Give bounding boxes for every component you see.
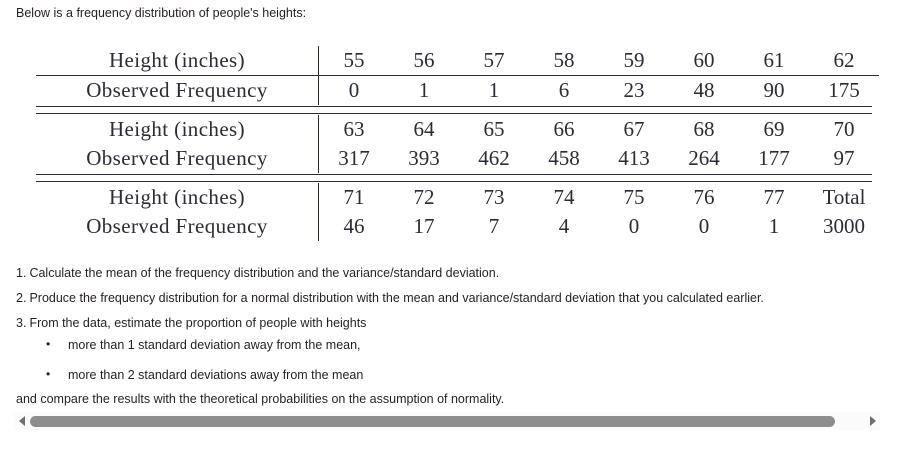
question-item xyxy=(16,316,886,331)
question-number: 2. xyxy=(16,291,27,305)
cell-height: 60 xyxy=(669,46,739,76)
question-text: From the data, estimate the proportion of people with heights xyxy=(29,316,367,330)
cell-frequency: 413 xyxy=(618,146,650,170)
cell-height: 73 xyxy=(483,185,505,209)
table-row xyxy=(36,46,879,76)
intro-text: Below is a frequency distribution of people's heights: xyxy=(16,6,307,20)
cell-frequency: 7 xyxy=(488,214,500,238)
cell-frequency: 90 xyxy=(763,78,785,102)
question-item xyxy=(16,291,886,306)
cell-frequency: 264 xyxy=(688,146,720,170)
cell-total-value: 3000 xyxy=(823,214,865,238)
cell-frequency: 0 xyxy=(698,214,710,238)
table-row xyxy=(36,115,879,144)
cell-frequency: 0 xyxy=(319,76,390,106)
cell-height: 70 xyxy=(833,117,855,141)
table-block-2-grid xyxy=(36,115,879,173)
table-block-2 xyxy=(0,115,880,173)
row-label-frequency: Observed Frequency xyxy=(86,146,268,170)
bullet-list xyxy=(46,338,746,398)
cell-height: 71 xyxy=(319,183,390,212)
cell-height: 67 xyxy=(623,117,645,141)
table-row xyxy=(36,144,879,173)
list-item: • more than 2 standard deviations away from the mean xyxy=(46,368,746,383)
table-block-1 xyxy=(0,46,880,105)
cell-height: 64 xyxy=(413,117,435,141)
cell-height: 66 xyxy=(553,117,575,141)
horizontal-scrollbar[interactable] xyxy=(14,412,880,430)
table-row xyxy=(36,212,879,241)
row-label-frequency: Observed Frequency xyxy=(86,214,268,238)
cell-height: 56 xyxy=(389,46,459,76)
cell-frequency: 6 xyxy=(558,78,570,102)
cell-height: 75 xyxy=(623,185,645,209)
cell-height: 57 xyxy=(459,46,529,76)
cell-frequency: 0 xyxy=(628,214,640,238)
table-block-1-grid xyxy=(36,46,879,105)
cell-height: 63 xyxy=(319,115,390,144)
cell-height: 72 xyxy=(413,185,435,209)
scroll-right-arrow-icon[interactable] xyxy=(864,412,880,430)
cell-height: 65 xyxy=(483,117,505,141)
row-label-height: Height (inches) xyxy=(108,185,246,209)
frequency-distribution-table xyxy=(0,46,880,241)
row-label-frequency: Observed Frequency xyxy=(86,78,268,102)
table-block-separator xyxy=(0,173,880,183)
cell-height: 59 xyxy=(599,46,669,76)
cell-frequency: 177 xyxy=(758,146,790,170)
cell-height: 62 xyxy=(809,46,879,76)
scroll-left-arrow-icon[interactable] xyxy=(14,412,30,430)
cell-total-header: Total xyxy=(822,185,866,209)
cell-frequency: 46 xyxy=(319,212,390,241)
cell-height: 61 xyxy=(739,46,809,76)
table-block-separator xyxy=(0,105,880,115)
cell-height: 74 xyxy=(553,185,575,209)
table-row xyxy=(36,183,879,212)
list-item: • more than 1 standard deviation away from the mean, xyxy=(46,338,746,353)
cell-frequency: 4 xyxy=(558,214,570,238)
cell-frequency: 97 xyxy=(833,146,855,170)
cell-frequency: 462 xyxy=(478,146,510,170)
cell-frequency: 23 xyxy=(623,78,645,102)
cell-frequency: 1 xyxy=(418,78,430,102)
cell-frequency: 1 xyxy=(488,78,500,102)
cell-frequency: 17 xyxy=(413,214,435,238)
row-label-height: Height (inches) xyxy=(36,46,319,76)
question-list xyxy=(16,266,886,341)
cell-frequency: 317 xyxy=(319,144,390,173)
cell-frequency: 175 xyxy=(828,78,860,102)
table-block-3-grid xyxy=(36,183,879,241)
question-number: 1. xyxy=(16,266,27,280)
cell-frequency: 458 xyxy=(548,146,580,170)
cell-height: 55 xyxy=(319,46,390,76)
cell-height: 68 xyxy=(693,117,715,141)
question-item xyxy=(16,266,886,281)
cell-height: 76 xyxy=(693,185,715,209)
cell-frequency: 1 xyxy=(768,214,780,238)
question-number: 3. xyxy=(16,316,27,330)
cell-height: 58 xyxy=(529,46,599,76)
cell-height: 77 xyxy=(763,185,785,209)
cell-height: 69 xyxy=(763,117,785,141)
row-label-height: Height (inches) xyxy=(108,117,246,141)
cell-frequency: 48 xyxy=(693,78,715,102)
closing-text: and compare the results with the theoretical probabilities on the assumption of normality. xyxy=(16,392,505,406)
table-row xyxy=(36,76,879,106)
question-text: Produce the frequency distribution for a normal distribution with the mean and variance/standard deviation that you calculated earlier. xyxy=(29,291,764,305)
question-text: Calculate the mean of the frequency distribution and the variance/standard deviation. xyxy=(29,266,500,280)
scrollbar-thumb[interactable] xyxy=(30,416,835,427)
table-block-3 xyxy=(0,183,880,241)
cell-frequency: 393 xyxy=(408,146,440,170)
scrollbar-track[interactable] xyxy=(30,412,864,430)
